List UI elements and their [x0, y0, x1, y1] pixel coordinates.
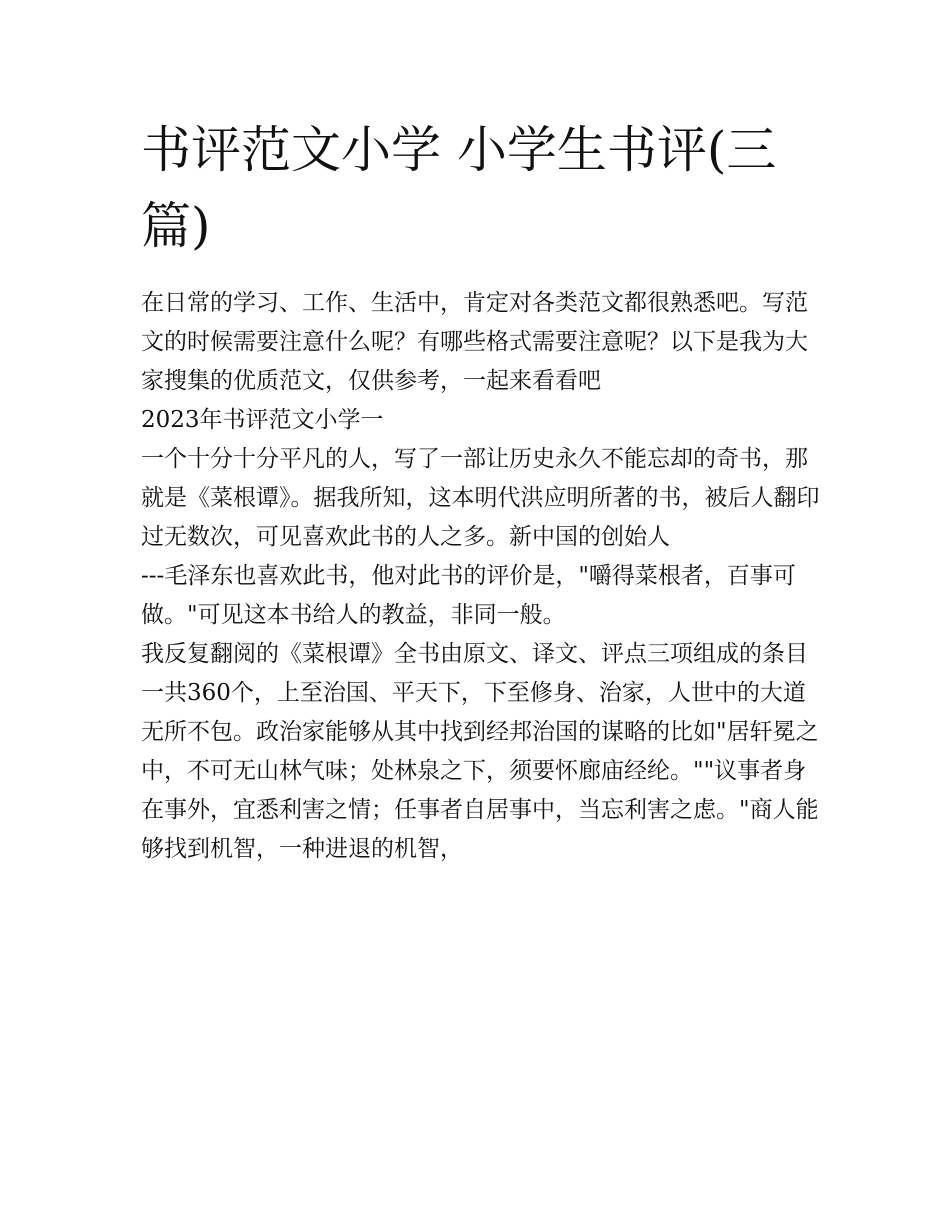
body-paragraph-2: ---毛泽东也喜欢此书，他对此书的评价是，"嚼得菜根者，百事可做。"可见这本书给人的教益，非同一般。 [141, 563, 796, 628]
body-paragraph-3: 我反复翻阅的《菜根谭》全书由原文、译文、评点三项组成的条目一共360个，上至治国、平天下，下至修身、治家，人世中的大道无所不包。政治家能够从其中找到经邦治国的谋略的比如"居轩冕之中，不可无山林气味；处林泉之下，须要怀廊庙经纶。""议事者身在事外，宜悉利害之情；任事者自居事中，当忘利害之虑。"商人能够找到机智，一种进退的机智， [141, 641, 819, 862]
document-page [141, 112, 821, 869]
intro-paragraph: 在日常的学习、工作、生活中，肯定对各类范文都很熟悉吧。写范文的时候需要注意什么呢？有哪些格式需要注意呢？以下是我为大家搜集的优质范文，仅供参考，一起来看看吧 [141, 290, 808, 394]
document-body [141, 284, 821, 869]
document-title: 书评范文小学 小学生书评(三篇) [141, 121, 777, 255]
body-paragraph-1: 一个十分十分平凡的人，写了一部让历史永久不能忘却的奇书，那就是《菜根谭》。据我所知，这本明代洪应明所著的书，被后人翻印过无数次，可见喜欢此书的人之多。新中国的创始人 [141, 446, 820, 550]
section-heading: 2023年书评范文小学一 [141, 407, 384, 433]
